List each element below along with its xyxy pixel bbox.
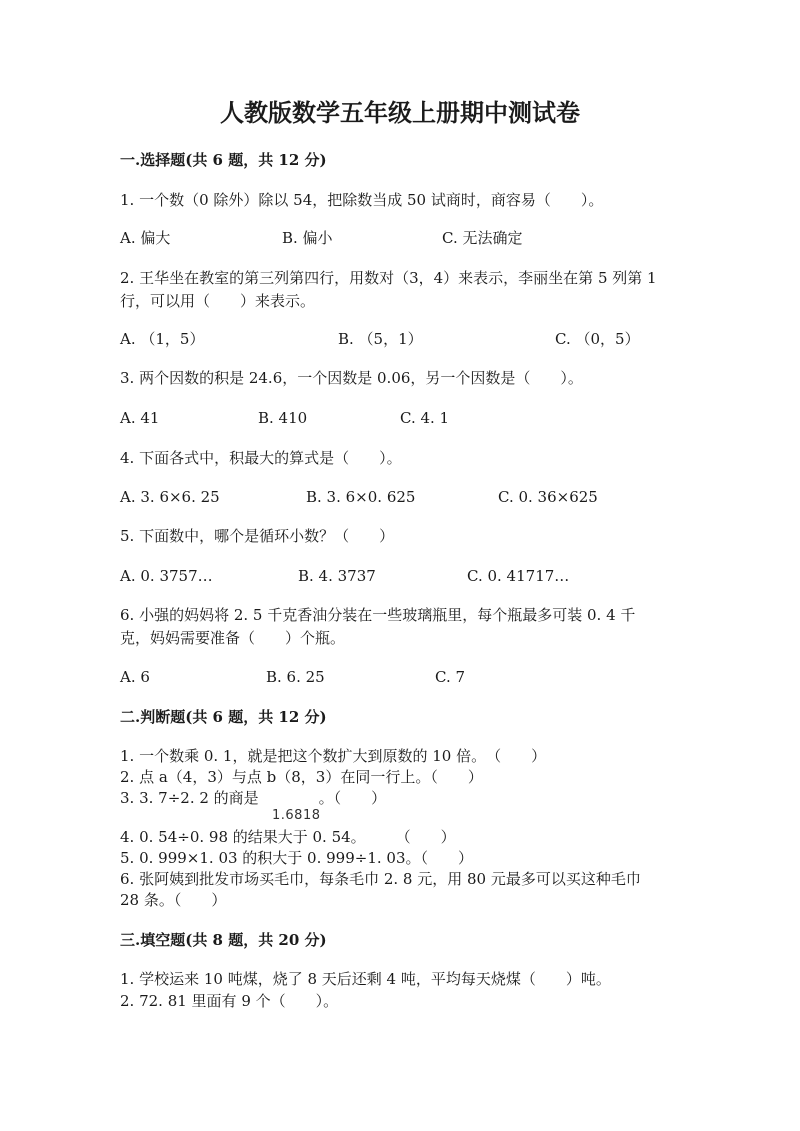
s1-q6-line2: 克，妈妈需要准备（ ）个瓶。	[120, 629, 346, 647]
s3-q1: 1. 学校运来 10 吨煤，烧了 8 天后还剩 4 吨，平均每天烧煤（ ）吨。	[120, 970, 611, 988]
s3-q2: 2. 72. 81 里面有 9 个（ ）。	[120, 992, 339, 1010]
s2-q3-decimal: 1.6818	[272, 808, 321, 823]
s1-q6-option-c: C. 7	[435, 668, 466, 686]
s2-q4: 4. 0. 54÷0. 98 的结果大于 0. 54。 （ ）	[120, 828, 456, 846]
s2-q3: 3. 3. 7÷2. 2 的商是 。（ ）	[120, 789, 387, 807]
s1-q1-option-a: A. 偏大	[120, 229, 171, 247]
s1-q6-option-a: A. 6	[120, 668, 150, 686]
s1-q5-option-b: B. 4. 3737	[298, 567, 376, 585]
s1-q4-text: 4. 下面各式中，积最大的算式是（ ）。	[120, 449, 402, 467]
s1-q5-option-a: A. 0. 3757…	[120, 567, 213, 585]
s1-q2-line1: 2. 王华坐在教室的第三列第四行，用数对（3，4）来表示，李丽坐在第 5 列第 1	[120, 269, 657, 287]
s1-q1-text: 1. 一个数（0 除外）除以 54，把除数当成 50 试商时，商容易（ ）。	[120, 191, 604, 209]
section1-heading: 一.选择题(共 6 题，共 12 分)	[120, 151, 327, 169]
s1-q2-option-c: C. （0，5）	[555, 330, 640, 348]
s1-q4-option-c: C. 0. 36×625	[498, 488, 598, 506]
s1-q4-option-b: B. 3. 6×0. 625	[306, 488, 416, 506]
s1-q3-text: 3. 两个因数的积是 24.6，一个因数是 0.06，另一个因数是（ ）。	[120, 369, 583, 387]
s2-q1: 1. 一个数乘 0. 1，就是把这个数扩大到原数的 10 倍。 （ ）	[120, 747, 547, 765]
s1-q6-option-b: B. 6. 25	[266, 668, 325, 686]
s1-q5-text: 5. 下面数中，哪个是循环小数？（ ）	[120, 527, 395, 545]
s1-q5-option-c: C. 0. 41717…	[467, 567, 570, 585]
s2-q6-line2: 28 条。（ ）	[120, 891, 227, 909]
s1-q4-option-a: A. 3. 6×6. 25	[120, 488, 220, 506]
s1-q3-option-b: B. 410	[258, 409, 308, 427]
s1-q3-option-a: A. 41	[120, 409, 160, 427]
s1-q1-option-b: B. 偏小	[282, 229, 333, 247]
s1-q2-option-b: B. （5，1）	[338, 330, 423, 348]
s2-q6-line1: 6. 张阿姨到批发市场买毛巾，每条毛巾 2. 8 元，用 80 元最多可以买这种毛巾	[120, 870, 641, 888]
s1-q3-option-c: C. 4. 1	[400, 409, 450, 427]
section3-heading: 三.填空题(共 8 题，共 20 分)	[120, 931, 327, 949]
exam-title: 人教版数学五年级上册期中测试卷	[220, 98, 580, 127]
s1-q2-option-a: A. （1，5）	[120, 330, 205, 348]
s1-q6-line1: 6. 小强的妈妈将 2. 5 千克香油分装在一些玻璃瓶里，每个瓶最多可装 0. 4 千	[120, 606, 636, 624]
s1-q1-option-c: C. 无法确定	[442, 229, 523, 247]
s2-q5: 5. 0. 999×1. 03 的积大于 0. 999÷1. 03。（ ）	[120, 849, 474, 867]
s2-q2: 2. 点 a（4，3）与点 b（8，3）在同一行上。（ ）	[120, 768, 483, 786]
s1-q2-line2: 行，可以用（ ）来表示。	[120, 292, 316, 310]
section2-heading: 二.判断题(共 6 题，共 12 分)	[120, 708, 327, 726]
